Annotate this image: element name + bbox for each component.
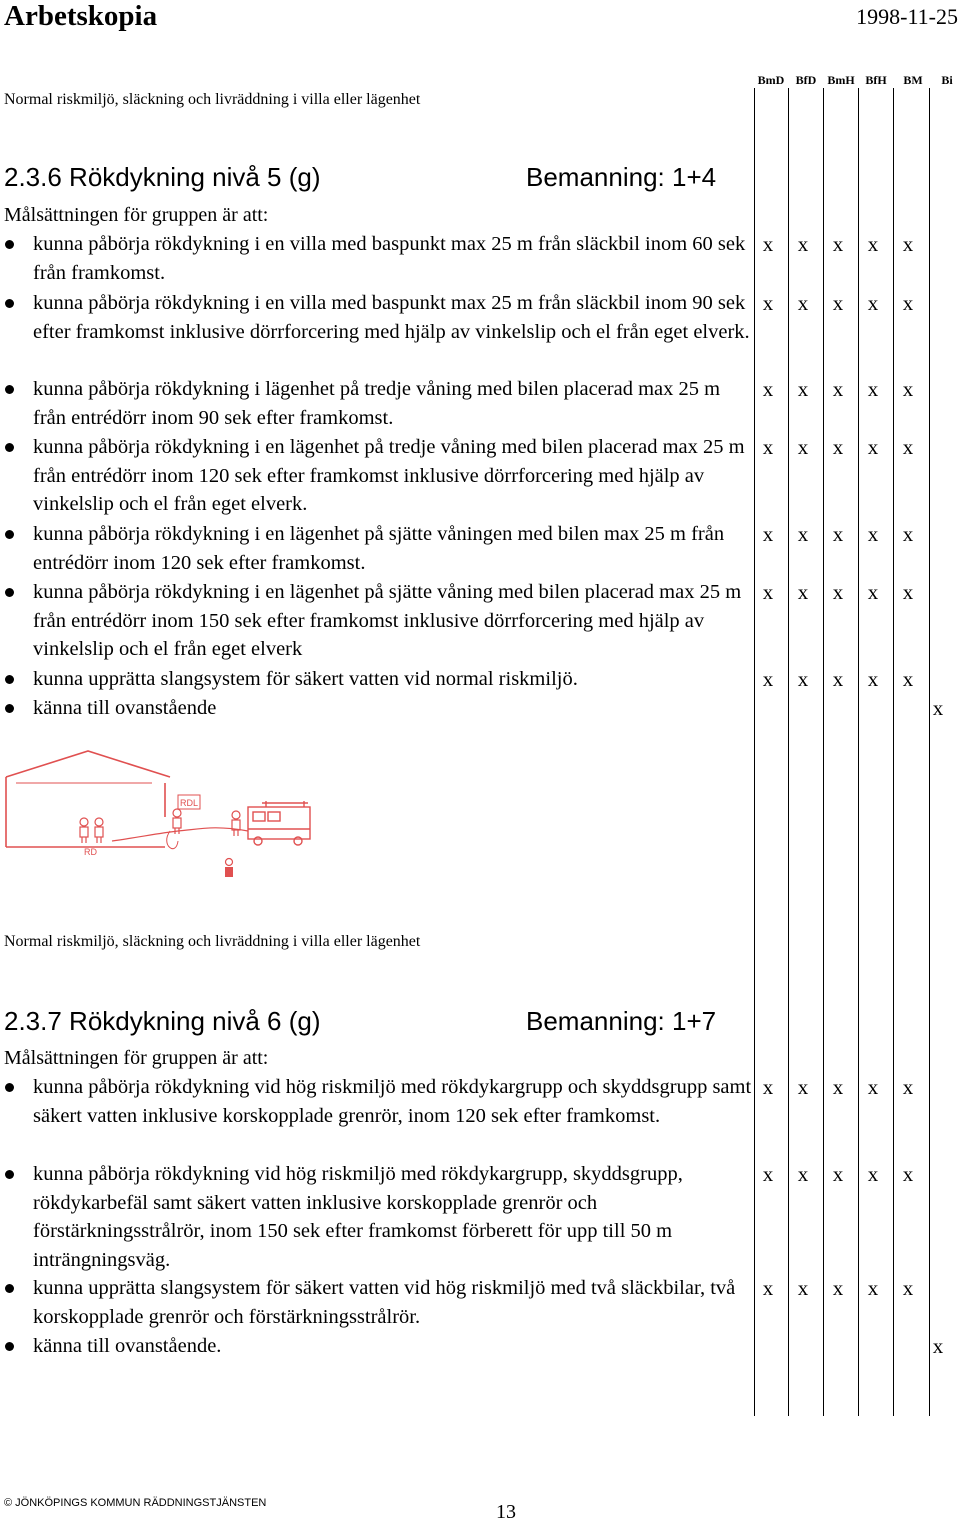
mark-bi: x [932, 696, 944, 720]
list-item-text: kunna påbörja rökdykning vid hög riskmiljö med rökdykargrupp, skyddsgrupp, rökdykarbefäl samt säkert vatten inklusive korskopplade grenrör och förstärkningsstrålrör, inom 150 sek efter framkomst förberett för upp till 50 m inträngningsväg. [33, 1163, 683, 1272]
mark-bfh: x [867, 667, 879, 691]
footer-copyright: © JÖNKÖPINGS KOMMUN RÄDDNINGSTJÄNSTEN [4, 1497, 267, 1509]
bullet-icon [5, 530, 14, 539]
mark-bfd: x [797, 522, 809, 546]
mark-bmd: x [762, 580, 774, 604]
bullet-icon [5, 588, 14, 597]
mark-bmd: x [762, 377, 774, 401]
mark-bmd: x [762, 522, 774, 546]
list-item-text: kunna påbörja rökdykning i en lägenhet på tredje våning med bilen placerad max 25 m från entrédörr inom 120 sek efter framkomst inklusive dörrforcering med hjälp av vinkelslip och el från eget elverk. [33, 436, 745, 516]
bullet-icon [5, 704, 14, 713]
staffing-label: Bemanning: 1+7 [526, 1006, 717, 1036]
column-header-bfh: BfH [865, 73, 887, 87]
bullet-icon [5, 675, 14, 684]
list-item-text: kunna upprätta slangsystem för säkert vatten vid normal riskmiljö. [33, 668, 578, 690]
mark-bfh: x [867, 1162, 879, 1186]
section-title: 2.3.6 Rökdykning nivå 5 (g) [4, 162, 321, 192]
mark-bmh: x [832, 522, 844, 546]
hose-line-icon [112, 828, 248, 841]
page-number: 13 [496, 1501, 516, 1523]
list-item-text: kunna påbörja rökdykning i lägenhet på tredje våning med bilen placerad max 25 m från entrédörr inom 90 sek efter framkomst. [33, 378, 721, 429]
mark-bfd: x [797, 580, 809, 604]
mark-bmh: x [832, 1075, 844, 1099]
list-item-text: känna till ovanstående [33, 697, 217, 719]
column-header-bi: Bi [941, 73, 953, 87]
mark-bmd: x [762, 1162, 774, 1186]
mark-bmh: x [832, 667, 844, 691]
house-roof-icon [6, 751, 170, 777]
mark-bmd: x [762, 291, 774, 315]
mark-bm: x [902, 667, 914, 691]
mark-bmd: x [762, 667, 774, 691]
list-item-text: känna till ovanstående. [33, 1335, 222, 1357]
firefighter-icons [80, 809, 240, 843]
mark-bfh: x [867, 232, 879, 256]
mark-bm: x [902, 435, 914, 459]
mark-bfd: x [797, 377, 809, 401]
mark-bmh: x [832, 580, 844, 604]
mark-bfh: x [867, 435, 879, 459]
goal-intro: Målsättningen för gruppen är att: [4, 204, 269, 226]
goal-intro: Målsättningen för gruppen är att: [4, 1047, 269, 1069]
bullet-icon [5, 385, 14, 394]
bullet-icon [5, 443, 14, 452]
list-item-text: kunna påbörja rökdykning i en villa med baspunkt max 25 m från släckbil inom 60 sek från framkomst. [33, 233, 746, 284]
list-item-text: kunna påbörja rökdykning i en villa med baspunkt max 25 m från släckbil inom 90 sek efter framkomst inklusive dörrforcering med hjälp av vinkelslip och el från eget elverk. [33, 292, 750, 343]
running-title: Normal riskmiljö, släckning och livräddning i villa eller lägenhet [4, 933, 421, 950]
mark-bm: x [902, 1276, 914, 1300]
mark-bfh: x [867, 1075, 879, 1099]
mark-bfd: x [797, 232, 809, 256]
running-title: Normal riskmiljö, släckning och livräddning i villa eller lägenhet [4, 91, 421, 108]
section-title: 2.3.7 Rökdykning nivå 6 (g) [4, 1006, 321, 1036]
column-rule [788, 88, 789, 1416]
mark-bmh: x [832, 435, 844, 459]
mark-bfh: x [867, 522, 879, 546]
water-carrier-icon [225, 859, 233, 878]
column-rule [823, 88, 824, 1416]
column-rule [858, 88, 859, 1416]
mark-bm: x [902, 580, 914, 604]
list-item-text: kunna påbörja rökdykning vid hög riskmiljö med rökdykargrupp och skyddsgrupp samt säkert vatten inklusive korskopplade grenrör, inom 120 sek efter framkomst. [33, 1076, 752, 1127]
mark-bmh: x [832, 291, 844, 315]
mark-bmh: x [832, 1276, 844, 1300]
mark-bi: x [932, 1334, 944, 1358]
bullet-icon [5, 1170, 14, 1179]
mark-bfd: x [797, 667, 809, 691]
bullet-icon [5, 240, 14, 249]
mark-bm: x [902, 232, 914, 256]
mark-bfh: x [867, 377, 879, 401]
rdl-label-group [178, 795, 200, 809]
mark-bfd: x [797, 291, 809, 315]
document-date: 1998-11-25 [856, 4, 958, 29]
mark-bfh: x [867, 1276, 879, 1300]
column-rule [929, 88, 930, 1416]
mark-bfd: x [797, 435, 809, 459]
staffing-label: Bemanning: 1+4 [526, 162, 717, 192]
mark-bmh: x [832, 377, 844, 401]
mark-bm: x [902, 522, 914, 546]
bullet-icon [5, 1284, 14, 1293]
mark-bmd: x [762, 1276, 774, 1300]
column-header-bm: BM [903, 73, 923, 87]
mark-bmd: x [762, 232, 774, 256]
mark-bmh: x [832, 232, 844, 256]
mark-bfh: x [867, 291, 879, 315]
list-item-text: kunna påbörja rökdykning i en lägenhet på sjätte våningen med bilen max 25 m från entrédörr inom 120 sek efter framkomst. [33, 523, 725, 574]
mark-bm: x [902, 1162, 914, 1186]
list-item-text: kunna upprätta slangsystem för säkert vatten vid hög riskmiljö med två släckbilar, två korskopplade grenrör och förstärkningsstrålrör. [33, 1277, 736, 1328]
column-rule [754, 88, 755, 1416]
mark-bfd: x [797, 1162, 809, 1186]
fire-engine-icon [248, 801, 310, 845]
label-rd: RD [84, 847, 97, 857]
list-item-text: kunna påbörja rökdykning i en lägenhet på sjätte våning med bilen placerad max 25 m från entrédörr inom 150 sek efter framkomst inklusive dörrforcering med hjälp av vinkelslip och el från eget elverk [33, 581, 742, 661]
mark-bfd: x [797, 1276, 809, 1300]
mark-bm: x [902, 291, 914, 315]
mark-bfd: x [797, 1075, 809, 1099]
mark-bmd: x [762, 435, 774, 459]
column-header-bmh: BmH [827, 73, 855, 87]
smoke-diving-illustration [0, 745, 330, 890]
label-rdl: RDL [179, 798, 199, 808]
bullet-icon [5, 299, 14, 308]
mark-bmh: x [832, 1162, 844, 1186]
mark-bm: x [902, 377, 914, 401]
column-header-bfd: BfD [795, 73, 817, 87]
bullet-icon [5, 1342, 14, 1351]
document-title: Arbetskopia [4, 0, 158, 32]
column-rule [893, 88, 894, 1416]
mark-bm: x [902, 1075, 914, 1099]
mark-bfh: x [867, 580, 879, 604]
column-header-bmd: BmD [757, 73, 785, 87]
mark-bmd: x [762, 1075, 774, 1099]
bullet-icon [5, 1083, 14, 1092]
